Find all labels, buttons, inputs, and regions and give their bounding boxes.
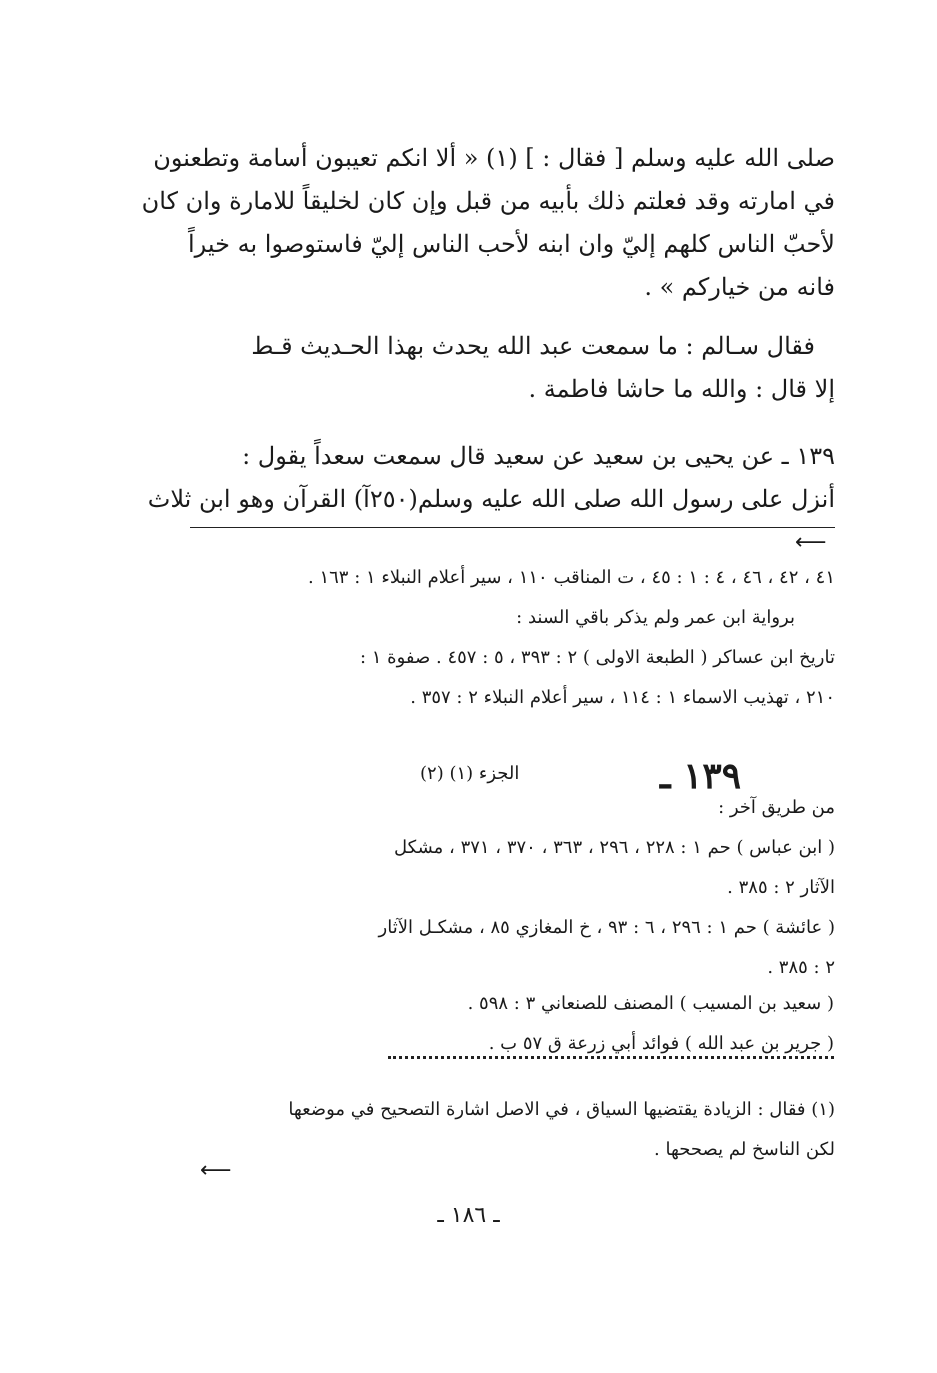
footnote-line: ٢١٠ ، تهذيب الاسماء ١ : ١١٤ ، سير أعلام النبلاء ٢ : ٣٥٧ . [410,687,835,708]
other-route-block [190,788,835,988]
text-line: لأحبّ الناس كلهم إليّ وان ابنه لأحب الناس إليّ فاستوصوا به خيراً [188,230,835,258]
text-line: فانه من خياركم » . [644,273,835,301]
volume-reference: الجزء (١) (٢) [420,763,520,784]
hadith-number-heading: ١٣٩ ـ [660,755,742,797]
main-paragraph-3 [147,435,835,521]
footnote-separator [190,527,835,528]
footnote-block-top [190,558,835,718]
dotted-separator [388,1056,834,1059]
route-line: ( ابن عباس ) حم ١ : ٢٢٨ ، ٢٩٦ ، ٣٦٣ ، ٣٧٠ ، ٣٧١ ، مشكل [394,837,835,858]
text-line: إلا قال : والله ما حاشا فاطمة . [528,375,835,403]
indented-routes-block [388,984,834,1064]
text-line: في امارته وقد فعلتم ذلك بأبيه من قبل وإن كان لخليقاً للامارة وان كان [141,187,835,215]
text-line: صلى الله عليه وسلم [ فقال : ] (١) « ألا انكم تعيبون أسامة وتطعنون [153,144,835,172]
main-paragraph-2 [190,325,835,411]
editor-note-block [190,1090,835,1170]
page-number: ـ ١٨٦ ـ [437,1203,500,1228]
text-line: أنزل على رسول الله صلى الله عليه وسلم(٢٥٠آ) القرآن وهو ابن ثلاث [147,485,835,513]
route-line: ( سعيد بن المسيب ) المصنف للصنعاني ٣ : ٥٩٨ . [467,993,834,1014]
text-line: فقال سـالم : ما سمعت عبد الله يحدث بهذا الحـديث قـط [251,332,815,360]
route-line: الآثار ٢ : ٣٨٥ . [727,877,835,898]
arrow-left-icon: ⟵ [200,1158,232,1183]
editor-note-line: (١) فقال : الزيادة يقتضيها السياق ، في الاصل اشارة التصحيح في موضعها [288,1099,835,1120]
other-route-label: من طريق آخر : [718,797,835,818]
footnote-line: ٤١ ، ٤٢ ، ٤٦ ، ٤ : ١ : ٤٥ ، ت المناقب ١١٠ ، سير أعلام النبلاء ١ : ١٦٣ . [308,567,835,588]
arrow-left-icon: ⟵ [795,530,827,555]
footnote-line: برواية ابن عمر ولم يذكر باقي السند : [516,607,795,628]
footnote-line: تاريخ ابن عساكر ( الطبعة الاولى ) ٢ : ٣٩٣ ، ٥ : ٤٥٧ . صفوة ١ : [359,647,835,668]
text-line: ١٣٩ ـ عن يحيى بن سعيد عن سعيد قال سمعت سعداً يقول : [242,442,835,470]
main-paragraph-1 [141,137,835,309]
route-line: ( جرير بن عبد الله ) فوائد أبي زرعة ق ٥٧ ب . [488,1033,834,1054]
route-line: ٢ : ٣٨٥ . [767,957,835,978]
editor-note-line: لكن الناسخ لم يصححها . [654,1139,835,1160]
route-line: ( عائشة ) حم ١ : ٢٩٦ ، ٦ : ٩٣ ، خ المغازي ٨٥ ، مشكـل الآثار [378,917,835,938]
